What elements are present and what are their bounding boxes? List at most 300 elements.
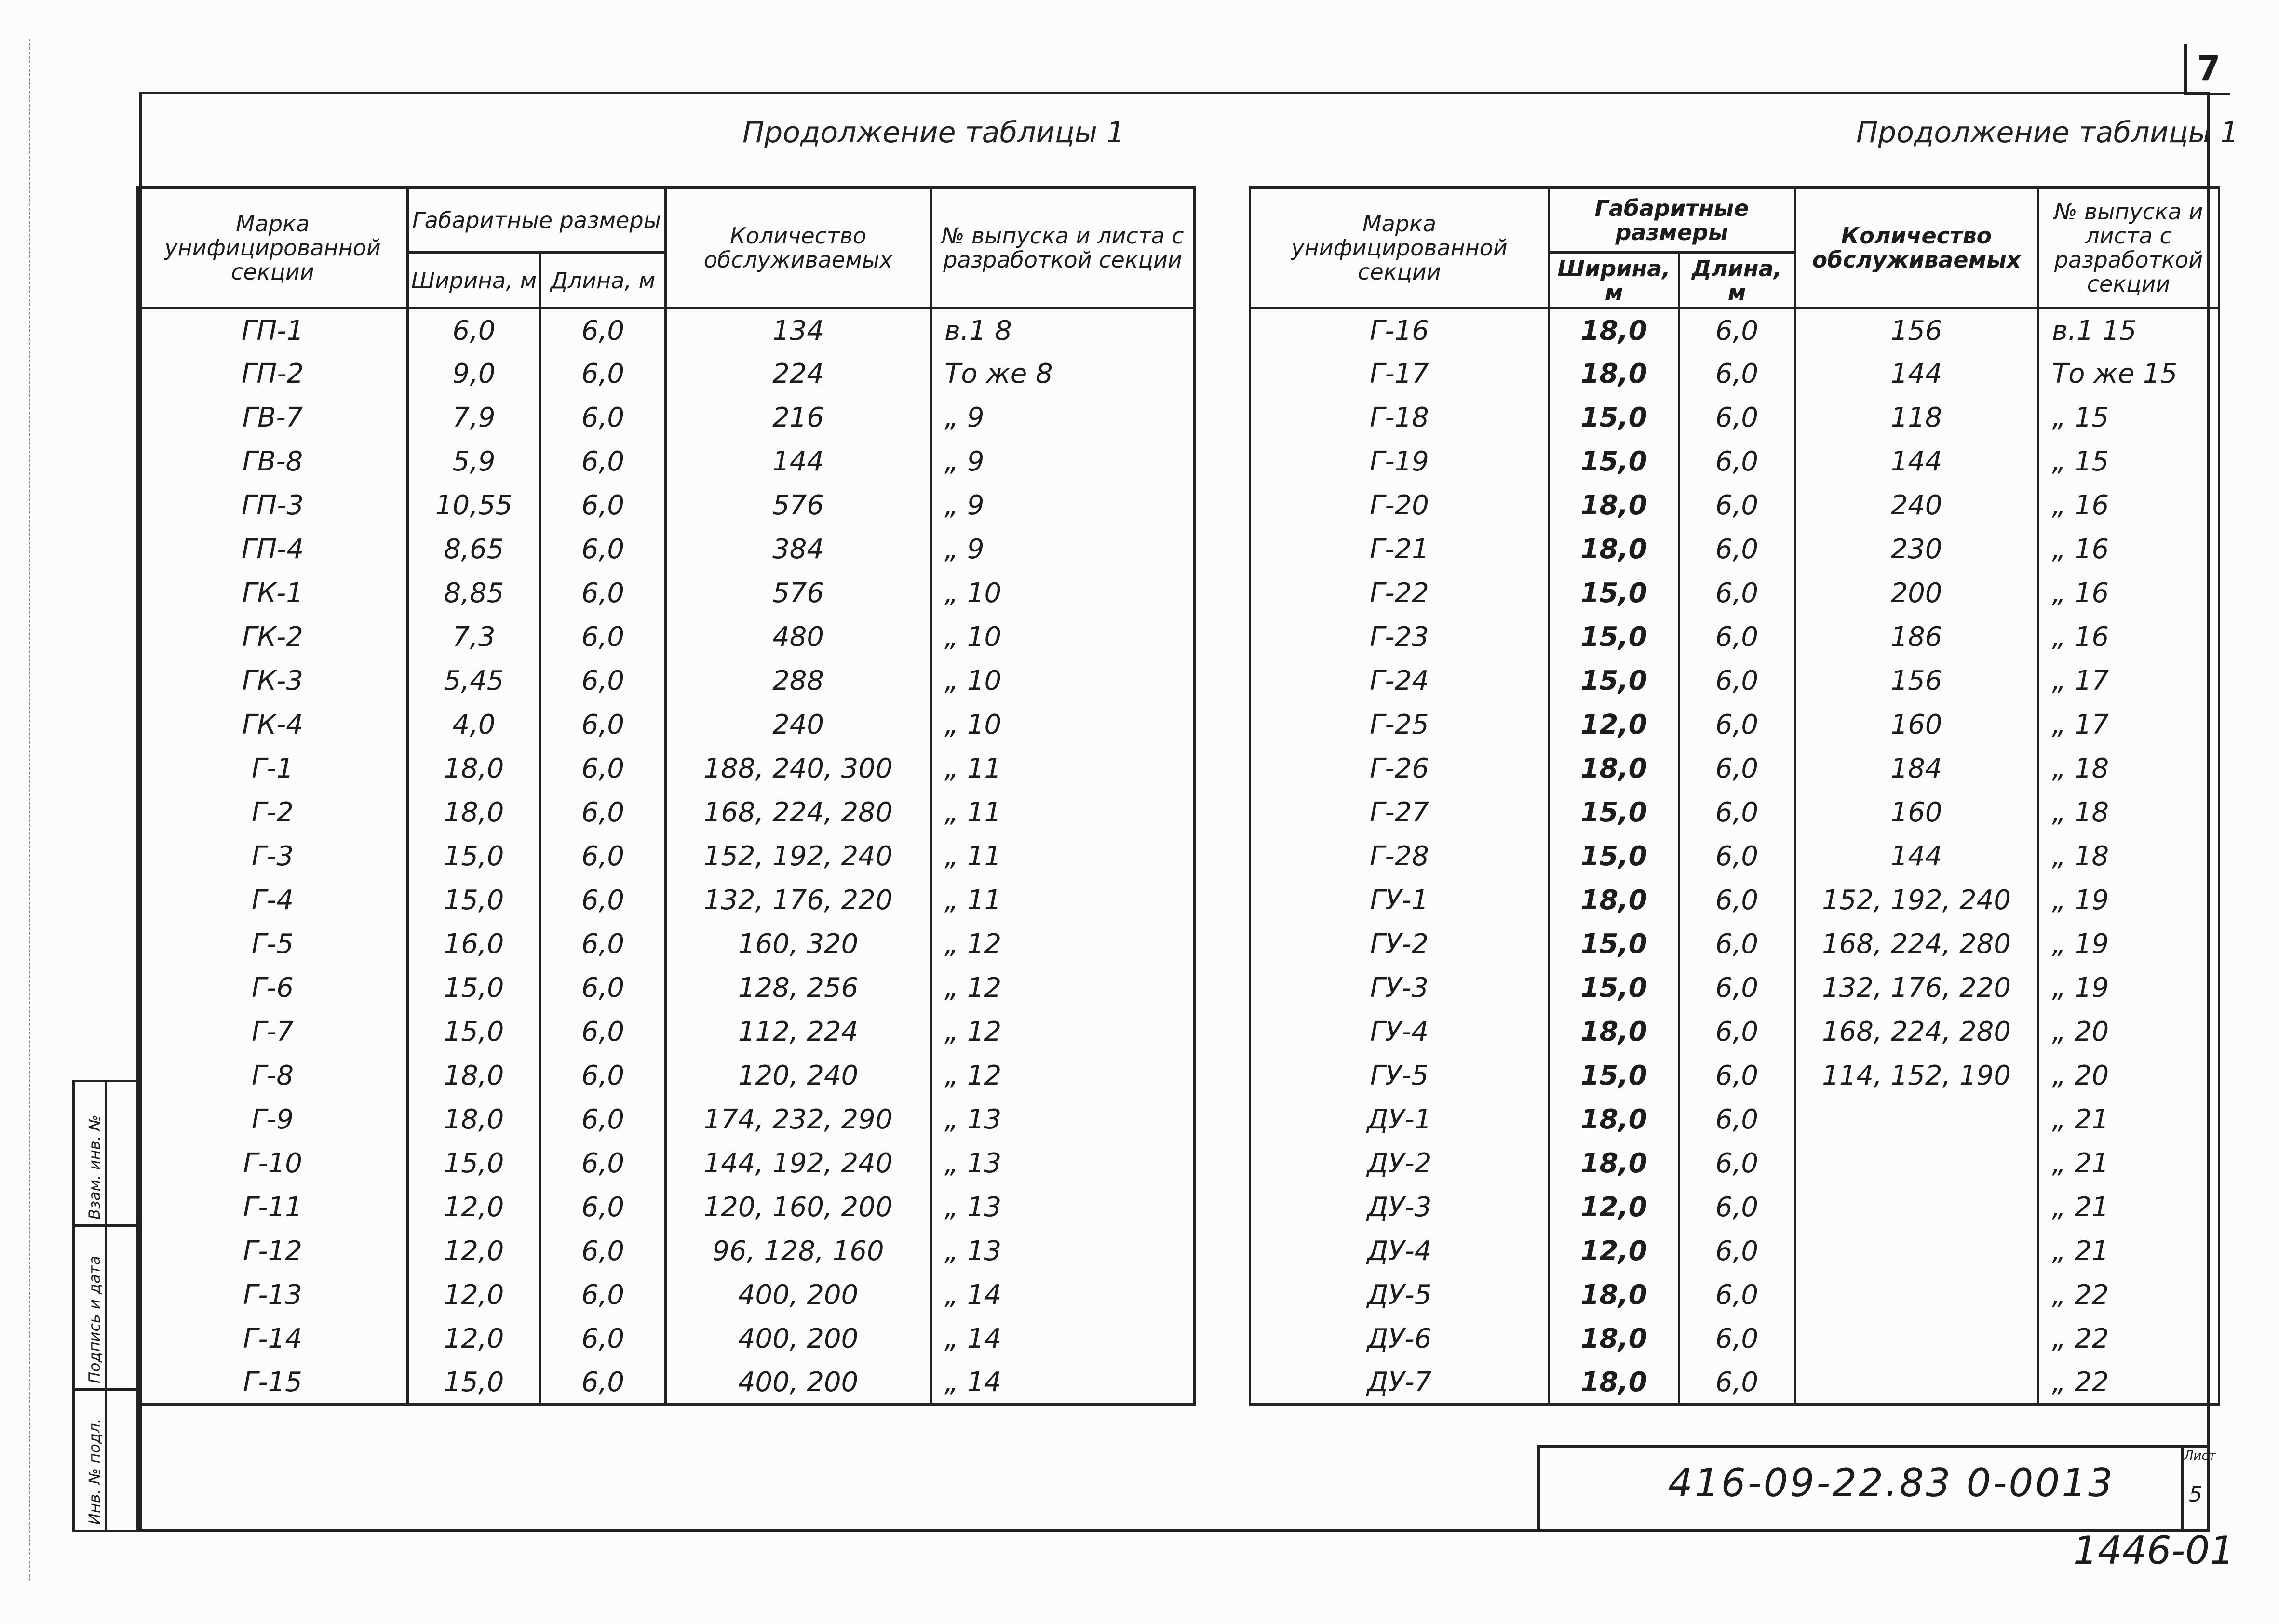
table-row <box>138 1317 1195 1361</box>
cell-mark: Г-2 <box>138 791 408 834</box>
cell-mark: Г-13 <box>138 1273 408 1317</box>
cell-length: 6,0 <box>1679 703 1795 747</box>
table-row <box>1250 1185 2219 1229</box>
cell-count: 144 <box>1795 834 2038 878</box>
table-row <box>1250 1273 2219 1317</box>
cell-count: 128, 256 <box>666 966 931 1010</box>
cell-mark: ГУ-4 <box>1250 1010 1549 1054</box>
cell-count: 224 <box>666 352 931 396</box>
cell-count: 112, 224 <box>666 1010 931 1054</box>
cell-width: 18,0 <box>1549 352 1679 396</box>
cell-length: 6,0 <box>1679 1010 1795 1054</box>
cell-length: 6,0 <box>540 659 666 703</box>
cell-width: 18,0 <box>408 747 540 791</box>
cell-ref: „ 19 <box>2038 922 2219 966</box>
cell-length: 6,0 <box>540 615 666 659</box>
cell-mark: Г-9 <box>138 1098 408 1141</box>
cell-width: 15,0 <box>408 966 540 1010</box>
cell-length: 6,0 <box>540 571 666 615</box>
cell-count: 118 <box>1795 396 2038 440</box>
cell-ref: „ 18 <box>2038 747 2219 791</box>
cell-count <box>1795 1098 2038 1141</box>
cell-mark: Г-19 <box>1250 440 1549 483</box>
approval-side-strip <box>72 1080 139 1532</box>
table-row <box>1250 352 2219 396</box>
sheet-label: Лист <box>2184 1449 2216 1463</box>
cell-length: 6,0 <box>540 1054 666 1098</box>
cell-mark: ГВ-7 <box>138 396 408 440</box>
cell-ref: „ 21 <box>2038 1098 2219 1141</box>
cell-length: 6,0 <box>540 791 666 834</box>
cell-width: 15,0 <box>1549 571 1679 615</box>
header-count: Количество обслуживаемых <box>666 188 931 308</box>
cell-ref: „ 11 <box>931 747 1195 791</box>
cell-ref: „ 21 <box>2038 1185 2219 1229</box>
cell-mark: Г-4 <box>138 878 408 922</box>
cell-mark: ДУ-7 <box>1250 1361 1549 1405</box>
cell-width: 18,0 <box>1549 1098 1679 1141</box>
cell-count: 144, 192, 240 <box>666 1141 931 1185</box>
cell-ref: „ 10 <box>931 659 1195 703</box>
cell-ref: „ 10 <box>931 703 1195 747</box>
cell-ref: „ 11 <box>931 834 1195 878</box>
cell-count <box>1795 1141 2038 1185</box>
cell-count: 152, 192, 240 <box>666 834 931 878</box>
cell-mark: Г-1 <box>138 747 408 791</box>
cell-ref: „ 17 <box>2038 659 2219 703</box>
cell-mark: Г-18 <box>1250 396 1549 440</box>
cell-width: 8,85 <box>408 571 540 615</box>
table-row <box>1250 571 2219 615</box>
cell-mark: Г-15 <box>138 1361 408 1405</box>
cell-count: 168, 224, 280 <box>1795 1010 2038 1054</box>
cell-width: 15,0 <box>408 1141 540 1185</box>
cell-width: 15,0 <box>1549 966 1679 1010</box>
cell-width: 18,0 <box>1549 483 1679 527</box>
cell-width: 12,0 <box>1549 703 1679 747</box>
cell-length: 6,0 <box>1679 659 1795 703</box>
cell-width: 18,0 <box>1549 1141 1679 1185</box>
cell-length: 6,0 <box>540 1273 666 1317</box>
table-row <box>1250 440 2219 483</box>
cell-ref: „ 10 <box>931 571 1195 615</box>
cell-mark: Г-10 <box>138 1141 408 1185</box>
cell-mark: Г-23 <box>1250 615 1549 659</box>
cell-length: 6,0 <box>1679 527 1795 571</box>
cell-count: 114, 152, 190 <box>1795 1054 2038 1098</box>
cell-mark: ДУ-2 <box>1250 1141 1549 1185</box>
header-dims: Габаритные размеры <box>408 188 666 253</box>
table-row <box>138 747 1195 791</box>
cell-length: 6,0 <box>540 966 666 1010</box>
cell-ref: „ 10 <box>931 615 1195 659</box>
cell-width: 4,0 <box>408 703 540 747</box>
cell-length: 6,0 <box>540 527 666 571</box>
strip-label-replace: Взам. инв. № <box>85 1114 104 1220</box>
cell-width: 15,0 <box>408 1010 540 1054</box>
cell-length: 6,0 <box>1679 791 1795 834</box>
table-row <box>1250 1229 2219 1273</box>
cell-count <box>1795 1229 2038 1273</box>
cell-ref: „ 22 <box>2038 1361 2219 1405</box>
cell-length: 6,0 <box>1679 1098 1795 1141</box>
cell-count <box>1795 1361 2038 1405</box>
table-row <box>138 1098 1195 1141</box>
table-row <box>1250 834 2219 878</box>
cell-count: 96, 128, 160 <box>666 1229 931 1273</box>
cell-mark: ГК-1 <box>138 571 408 615</box>
cell-count: 186 <box>1795 615 2038 659</box>
cell-mark: Г-17 <box>1250 352 1549 396</box>
cell-ref: „ 19 <box>2038 878 2219 922</box>
cell-width: 18,0 <box>1549 747 1679 791</box>
cell-length: 6,0 <box>540 308 666 352</box>
cell-ref: „ 17 <box>2038 703 2219 747</box>
table-row <box>138 483 1195 527</box>
cell-count: 132, 176, 220 <box>1795 966 2038 1010</box>
table-row <box>138 834 1195 878</box>
cell-mark: ГУ-5 <box>1250 1054 1549 1098</box>
cell-mark: ГВ-8 <box>138 440 408 483</box>
cell-length: 6,0 <box>1679 615 1795 659</box>
cell-count: 152, 192, 240 <box>1795 878 2038 922</box>
cell-length: 6,0 <box>1679 1317 1795 1361</box>
cell-count: 120, 240 <box>666 1054 931 1098</box>
cell-mark: ГК-2 <box>138 615 408 659</box>
cell-mark: ГК-3 <box>138 659 408 703</box>
cell-width: 15,0 <box>1549 440 1679 483</box>
cell-mark: Г-11 <box>138 1185 408 1229</box>
cell-count: 200 <box>1795 571 2038 615</box>
cell-length: 6,0 <box>1679 1141 1795 1185</box>
cell-count: 240 <box>1795 483 2038 527</box>
cell-count: 160 <box>1795 703 2038 747</box>
cell-mark: ДУ-3 <box>1250 1185 1549 1229</box>
cell-mark: ДУ-4 <box>1250 1229 1549 1273</box>
cell-mark: ГУ-1 <box>1250 878 1549 922</box>
cell-ref: То же 8 <box>931 352 1195 396</box>
cell-width: 5,45 <box>408 659 540 703</box>
cell-ref: „ 14 <box>931 1361 1195 1405</box>
cell-width: 15,0 <box>408 834 540 878</box>
table-row <box>1250 615 2219 659</box>
cell-mark: ДУ-1 <box>1250 1098 1549 1141</box>
cell-length: 6,0 <box>540 352 666 396</box>
cell-mark: ДУ-5 <box>1250 1273 1549 1317</box>
cell-count: 144 <box>666 440 931 483</box>
cell-width: 7,9 <box>408 396 540 440</box>
cell-ref: „ 9 <box>931 483 1195 527</box>
table-row <box>1250 1317 2219 1361</box>
cell-width: 18,0 <box>408 791 540 834</box>
cell-count: 168, 224, 280 <box>666 791 931 834</box>
cell-count: 576 <box>666 483 931 527</box>
cell-width: 12,0 <box>408 1273 540 1317</box>
table-row <box>1250 747 2219 791</box>
cell-length: 6,0 <box>540 703 666 747</box>
cell-mark: Г-24 <box>1250 659 1549 703</box>
cell-count: 184 <box>1795 747 2038 791</box>
cell-width: 7,3 <box>408 615 540 659</box>
cell-count: 188, 240, 300 <box>666 747 931 791</box>
cell-count: 480 <box>666 615 931 659</box>
cell-length: 6,0 <box>540 1361 666 1405</box>
table-row <box>1250 703 2219 747</box>
cell-mark: Г-25 <box>1250 703 1549 747</box>
page-margin-line <box>29 39 30 1581</box>
cell-count: 156 <box>1795 308 2038 352</box>
cell-width: 15,0 <box>1549 659 1679 703</box>
cell-ref: „ 22 <box>2038 1273 2219 1317</box>
cell-length: 6,0 <box>540 878 666 922</box>
cell-length: 6,0 <box>1679 483 1795 527</box>
cell-length: 6,0 <box>1679 966 1795 1010</box>
cell-ref: „ 9 <box>931 440 1195 483</box>
cell-ref: „ 16 <box>2038 615 2219 659</box>
cell-mark: Г-3 <box>138 834 408 878</box>
cell-width: 15,0 <box>408 1361 540 1405</box>
cell-ref: „ 12 <box>931 966 1195 1010</box>
table-row <box>138 396 1195 440</box>
strip-cell-signature <box>75 1227 136 1391</box>
cell-width: 18,0 <box>408 1054 540 1098</box>
cell-ref: „ 16 <box>2038 483 2219 527</box>
cell-ref: „ 20 <box>2038 1010 2219 1054</box>
table-row <box>138 1141 1195 1185</box>
table-row <box>1250 878 2219 922</box>
cell-count: 230 <box>1795 527 2038 571</box>
cell-width: 16,0 <box>408 922 540 966</box>
cell-mark: ГУ-3 <box>1250 966 1549 1010</box>
table-row <box>138 527 1195 571</box>
cell-count <box>1795 1317 2038 1361</box>
cell-width: 15,0 <box>1549 615 1679 659</box>
cell-width: 12,0 <box>1549 1229 1679 1273</box>
cell-length: 6,0 <box>1679 396 1795 440</box>
cell-length: 6,0 <box>540 1010 666 1054</box>
cell-width: 15,0 <box>408 878 540 922</box>
cell-mark: ГК-4 <box>138 703 408 747</box>
table-row <box>1250 1098 2219 1141</box>
cell-ref: „ 13 <box>931 1229 1195 1273</box>
cell-length: 6,0 <box>540 834 666 878</box>
table-row <box>1250 1141 2219 1185</box>
cell-width: 18,0 <box>1549 308 1679 352</box>
cell-width: 18,0 <box>1549 1317 1679 1361</box>
cell-ref: „ 13 <box>931 1185 1195 1229</box>
header-mark: Марка унифицированной секции <box>1250 188 1549 308</box>
cell-ref: „ 11 <box>931 791 1195 834</box>
header-length: Длина, м <box>540 253 666 308</box>
cell-mark: Г-26 <box>1250 747 1549 791</box>
cell-length: 6,0 <box>540 1141 666 1185</box>
cell-width: 8,65 <box>408 527 540 571</box>
cell-ref: „ 21 <box>2038 1229 2219 1273</box>
table-row <box>138 1229 1195 1273</box>
cell-ref: „ 21 <box>2038 1141 2219 1185</box>
cell-width: 12,0 <box>408 1229 540 1273</box>
cell-length: 6,0 <box>540 922 666 966</box>
cell-length: 6,0 <box>1679 1229 1795 1273</box>
strip-cell-inventory <box>75 1391 136 1530</box>
table-row <box>138 1010 1195 1054</box>
cell-mark: Г-27 <box>1250 791 1549 834</box>
right-sections-table <box>1249 186 2220 1406</box>
cell-ref: „ 13 <box>931 1141 1195 1185</box>
cell-mark: Г-16 <box>1250 308 1549 352</box>
cell-width: 5,9 <box>408 440 540 483</box>
cell-count: 400, 200 <box>666 1361 931 1405</box>
cell-length: 6,0 <box>1679 922 1795 966</box>
cell-width: 18,0 <box>1549 1010 1679 1054</box>
table-row <box>1250 791 2219 834</box>
cell-count: 160 <box>1795 791 2038 834</box>
header-dims: Габаритные размеры <box>1549 188 1795 253</box>
cell-count: 576 <box>666 571 931 615</box>
cell-ref: „ 14 <box>931 1273 1195 1317</box>
cell-mark: Г-6 <box>138 966 408 1010</box>
table-row <box>138 615 1195 659</box>
table-row <box>1250 483 2219 527</box>
left-sections-table <box>136 186 1196 1406</box>
cell-width: 6,0 <box>408 308 540 352</box>
table-row <box>138 1273 1195 1317</box>
cell-width: 18,0 <box>408 1098 540 1141</box>
cell-mark: ГП-1 <box>138 308 408 352</box>
header-ref: № выпуска и листа с разработкой секции <box>2038 188 2219 308</box>
cell-count: 240 <box>666 703 931 747</box>
cell-mark: Г-12 <box>138 1229 408 1273</box>
cell-ref: „ 12 <box>931 1054 1195 1098</box>
cell-ref: „ 13 <box>931 1098 1195 1141</box>
table-row <box>138 878 1195 922</box>
strip-label-signature: Подпись и дата <box>85 1255 104 1383</box>
table-row <box>1250 1010 2219 1054</box>
cell-length: 6,0 <box>1679 878 1795 922</box>
cell-count: 132, 176, 220 <box>666 878 931 922</box>
left-table-body <box>138 308 1195 1405</box>
table-row <box>1250 1361 2219 1405</box>
cell-length: 6,0 <box>1679 834 1795 878</box>
cell-length: 6,0 <box>1679 1054 1795 1098</box>
cell-ref: „ 12 <box>931 922 1195 966</box>
cell-length: 6,0 <box>540 1098 666 1141</box>
cell-count: 144 <box>1795 352 2038 396</box>
cell-ref: „ 9 <box>931 527 1195 571</box>
cell-count: 384 <box>666 527 931 571</box>
cell-length: 6,0 <box>540 440 666 483</box>
table-row <box>1250 308 2219 352</box>
table-row <box>138 703 1195 747</box>
cell-width: 18,0 <box>1549 878 1679 922</box>
cell-ref: „ 20 <box>2038 1054 2219 1098</box>
cell-mark: Г-14 <box>138 1317 408 1361</box>
header-ref: № выпуска и листа с разработкой секции <box>931 188 1195 308</box>
right-table-body <box>1250 308 2219 1405</box>
cell-count: 288 <box>666 659 931 703</box>
cell-length: 6,0 <box>1679 747 1795 791</box>
cell-count <box>1795 1185 2038 1229</box>
table-row <box>138 659 1195 703</box>
table-row <box>1250 1054 2219 1098</box>
cell-length: 6,0 <box>540 483 666 527</box>
cell-ref: „ 9 <box>931 396 1195 440</box>
cell-length: 6,0 <box>540 1317 666 1361</box>
header-width: Ширина, м <box>408 253 540 308</box>
table-row <box>1250 922 2219 966</box>
sheet-number: 5 <box>2189 1482 2202 1507</box>
cell-length: 6,0 <box>1679 440 1795 483</box>
cell-ref: „ 18 <box>2038 834 2219 878</box>
cell-count: 168, 224, 280 <box>1795 922 2038 966</box>
cell-count: 160, 320 <box>666 922 931 966</box>
cell-width: 18,0 <box>1549 527 1679 571</box>
cell-width: 12,0 <box>1549 1185 1679 1229</box>
table-row <box>138 1361 1195 1405</box>
cell-mark: Г-7 <box>138 1010 408 1054</box>
cell-width: 9,0 <box>408 352 540 396</box>
cell-count: 134 <box>666 308 931 352</box>
cell-ref: „ 16 <box>2038 571 2219 615</box>
cell-length: 6,0 <box>1679 1361 1795 1405</box>
cell-width: 18,0 <box>1549 1361 1679 1405</box>
table-row <box>1250 966 2219 1010</box>
cell-ref: „ 11 <box>931 878 1195 922</box>
table-row <box>138 571 1195 615</box>
header-mark: Марка унифицированной секции <box>138 188 408 308</box>
cell-length: 6,0 <box>1679 1185 1795 1229</box>
header-length: Длина, м <box>1679 253 1795 308</box>
cell-ref: в.1 8 <box>931 308 1195 352</box>
cell-count <box>1795 1273 2038 1317</box>
cell-count: 400, 200 <box>666 1273 931 1317</box>
cell-ref: „ 22 <box>2038 1317 2219 1361</box>
table-row <box>138 352 1195 396</box>
cell-count: 400, 200 <box>666 1317 931 1361</box>
cell-mark: Г-22 <box>1250 571 1549 615</box>
cell-ref: „ 15 <box>2038 396 2219 440</box>
cell-mark: Г-8 <box>138 1054 408 1098</box>
cell-width: 15,0 <box>1549 791 1679 834</box>
table-row <box>1250 659 2219 703</box>
cell-ref: „ 12 <box>931 1010 1195 1054</box>
cell-width: 10,55 <box>408 483 540 527</box>
cell-count: 120, 160, 200 <box>666 1185 931 1229</box>
cell-ref: в.1 15 <box>2038 308 2219 352</box>
table-row <box>138 791 1195 834</box>
cell-length: 6,0 <box>1679 1273 1795 1317</box>
table-row <box>138 966 1195 1010</box>
header-count: Количество обслуживаемых <box>1795 188 2038 308</box>
cell-length: 6,0 <box>540 1229 666 1273</box>
cell-mark: Г-20 <box>1250 483 1549 527</box>
strip-label-inventory: Инв. № подл. <box>85 1418 104 1525</box>
cell-ref: „ 18 <box>2038 791 2219 834</box>
cell-width: 15,0 <box>1549 834 1679 878</box>
page-number: 7 <box>2184 44 2230 95</box>
cell-count: 144 <box>1795 440 2038 483</box>
cell-mark: ГУ-2 <box>1250 922 1549 966</box>
cell-length: 6,0 <box>540 396 666 440</box>
cell-count: 156 <box>1795 659 2038 703</box>
cell-ref: „ 14 <box>931 1317 1195 1361</box>
cell-ref: „ 16 <box>2038 527 2219 571</box>
cell-width: 15,0 <box>1549 396 1679 440</box>
cell-width: 12,0 <box>408 1185 540 1229</box>
cell-mark: ГП-4 <box>138 527 408 571</box>
table-row <box>1250 396 2219 440</box>
cell-width: 15,0 <box>1549 1054 1679 1098</box>
